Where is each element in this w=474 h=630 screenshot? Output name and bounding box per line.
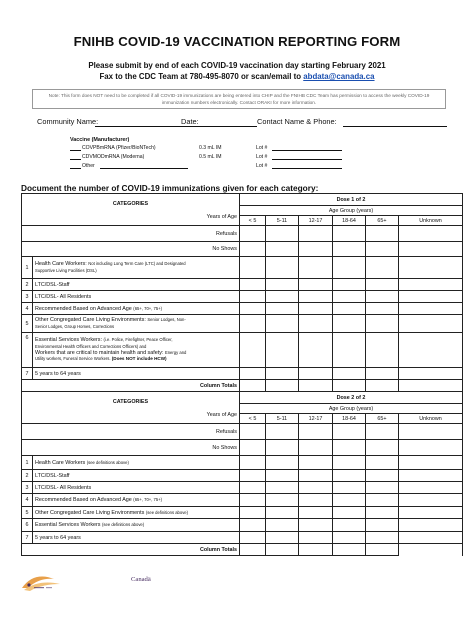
community-name-label: Community Name: (37, 117, 99, 126)
vaccine-name: COVPBmRNA (Pfizer/BioNTech) (82, 145, 156, 151)
age-col-under5: < 5 (240, 216, 266, 226)
row-number: 2 (22, 279, 33, 291)
age-col-18-64: 18-64 (333, 216, 366, 226)
category-label (33, 257, 240, 279)
data-cell[interactable] (240, 470, 266, 482)
row-number: 6 (22, 519, 33, 532)
data-cell[interactable] (399, 532, 463, 544)
row-number: 7 (22, 532, 33, 544)
row-number: 7 (22, 368, 33, 380)
row-number: 4 (22, 494, 33, 507)
total-cell[interactable] (333, 380, 366, 392)
data-cell[interactable] (366, 257, 399, 279)
total-cell[interactable] (266, 544, 299, 556)
category-name: Recommended Based on Advanced Age (35, 497, 134, 503)
category-label (33, 456, 240, 470)
category-name: Recommended Based on Advanced Age (35, 305, 134, 312)
other-vaccine-field[interactable] (100, 163, 188, 169)
data-cell[interactable] (333, 482, 366, 494)
data-cell[interactable] (399, 440, 463, 456)
data-cell[interactable] (266, 519, 299, 532)
age-group-header: Age Group (years) (240, 206, 463, 216)
category-name-2: Workers that are critical to maintain health and safety: (35, 350, 165, 356)
refusals-label: Refusals (22, 226, 240, 242)
category-name: Essential Services Workers (35, 522, 103, 528)
data-cell[interactable] (299, 315, 333, 333)
table-row (22, 257, 463, 279)
data-cell[interactable] (333, 470, 366, 482)
table-row (22, 456, 463, 470)
no-shows-row (22, 242, 463, 257)
data-cell[interactable] (366, 424, 399, 440)
form-title: FNIHB COVID-19 VACCINATION REPORTING FORM (73, 34, 401, 49)
data-cell[interactable] (240, 532, 266, 544)
data-cell[interactable] (299, 291, 333, 303)
data-cell[interactable] (299, 368, 333, 380)
age-col-65plus: 65+ (366, 216, 399, 226)
category-note-2: Senior Lodges, Group Homes, Corrections (35, 323, 115, 329)
data-cell[interactable] (240, 315, 266, 333)
data-cell[interactable] (299, 242, 333, 257)
lot-field[interactable] (272, 154, 342, 160)
community-name-field[interactable] (95, 126, 217, 127)
data-cell[interactable] (399, 368, 463, 380)
data-cell[interactable] (399, 291, 463, 303)
date-label: Date: (181, 117, 199, 126)
column-totals-label: Column Totals (22, 544, 240, 556)
data-cell[interactable] (399, 333, 463, 368)
data-cell[interactable] (399, 242, 463, 257)
total-cell[interactable] (266, 380, 299, 392)
data-cell[interactable] (266, 507, 299, 519)
category-name: LTC/DSL- All Residents (33, 291, 240, 303)
data-cell[interactable] (299, 440, 333, 456)
table-row (22, 291, 463, 303)
data-cell[interactable] (399, 424, 463, 440)
category-label (33, 519, 240, 532)
data-cell[interactable] (333, 333, 366, 368)
data-cell[interactable] (299, 279, 333, 291)
data-cell[interactable] (266, 315, 299, 333)
data-cell[interactable] (333, 494, 366, 507)
data-cell[interactable] (333, 507, 366, 519)
data-cell[interactable] (366, 470, 399, 482)
data-cell[interactable] (333, 424, 366, 440)
data-cell[interactable] (240, 257, 266, 279)
data-cell[interactable] (399, 482, 463, 494)
data-cell[interactable] (366, 507, 399, 519)
data-cell[interactable] (366, 279, 399, 291)
table-row (22, 303, 463, 315)
age-col-unknown: Unknown (399, 216, 463, 226)
row-number: 1 (22, 257, 33, 279)
category-name: Health Care Workers (35, 459, 87, 466)
total-cell[interactable] (240, 380, 266, 392)
category-name: Other Congregated Care Living Environments: (35, 317, 148, 324)
data-cell[interactable] (399, 519, 463, 532)
data-cell[interactable] (299, 257, 333, 279)
data-cell[interactable] (333, 291, 366, 303)
category-name: LTC/DSL- All Residents (33, 482, 240, 494)
row-number: 3 (22, 291, 33, 303)
refusals-row (22, 424, 463, 440)
category-name: Essential Services Workers: (35, 337, 104, 344)
category-name: 5 years to 64 years (33, 368, 240, 380)
vaccine-dose: 0.3 mL IM (199, 145, 222, 151)
data-cell[interactable] (299, 532, 333, 544)
data-cell[interactable] (366, 456, 399, 470)
data-cell[interactable] (299, 424, 333, 440)
dose1-title: Dose 1 of 2 (240, 194, 463, 206)
no-shows-row (22, 440, 463, 456)
data-cell[interactable] (240, 482, 266, 494)
age-col-unknown: Unknown (399, 414, 463, 424)
data-cell[interactable] (240, 494, 266, 507)
category-note: (i.e. Police, Firefighter, Peace Officer, (103, 337, 173, 343)
no-shows-label: No Shows (22, 440, 240, 456)
lot-label: Lot # (256, 163, 268, 169)
vaccine-row-pfizer (70, 145, 410, 153)
data-cell[interactable] (266, 470, 299, 482)
category-note-2: Supportive Living Facilities (DSL) (35, 267, 97, 273)
total-cell[interactable] (366, 544, 399, 556)
table-row (22, 507, 463, 519)
data-cell[interactable] (299, 226, 333, 242)
category-name: 5 years to 64 years (33, 532, 240, 544)
data-cell[interactable] (333, 226, 366, 242)
table-row (22, 519, 463, 532)
table-row (22, 368, 463, 380)
contact-label: Contact Name & Phone: (257, 117, 337, 126)
category-label (33, 507, 240, 519)
fax-instruction (0, 72, 474, 81)
total-cell[interactable] (299, 544, 333, 556)
data-cell[interactable] (333, 440, 366, 456)
lot-label: Lot # (256, 154, 268, 160)
data-cell[interactable] (266, 456, 299, 470)
category-note-4: Utility workers, Funeral Service Workers. (35, 356, 112, 362)
total-cell[interactable] (366, 380, 399, 392)
age-col-12-17: 12-17 (299, 216, 333, 226)
data-cell[interactable] (366, 242, 399, 257)
data-cell[interactable] (366, 291, 399, 303)
data-cell[interactable] (366, 440, 399, 456)
category-note: (see definitions above) (102, 522, 145, 527)
data-cell[interactable] (240, 368, 266, 380)
dose2-title: Dose 2 of 2 (240, 392, 463, 404)
categories-header: CATEGORIES Years of Age (22, 194, 240, 226)
dose2-table (21, 391, 463, 556)
category-note-bold: (Does NOT include HCW) (111, 356, 167, 362)
data-cell[interactable] (366, 226, 399, 242)
document-heading: Document the number of COVID-19 immunizations given for each category: (21, 183, 319, 193)
data-cell[interactable] (240, 291, 266, 303)
blank-cell (399, 380, 463, 392)
data-cell[interactable] (266, 242, 299, 257)
data-cell[interactable] (333, 257, 366, 279)
vaccine-name: Other (82, 163, 95, 169)
data-cell[interactable] (299, 333, 333, 368)
data-cell[interactable] (366, 519, 399, 532)
data-cell[interactable] (366, 368, 399, 380)
data-cell[interactable] (366, 482, 399, 494)
category-note: Senior Lodges, Non- (147, 317, 186, 323)
category-label (33, 494, 240, 507)
row-number: 1 (22, 456, 33, 470)
data-cell[interactable] (266, 303, 299, 315)
age-col-18-64: 18-64 (333, 414, 366, 424)
data-cell[interactable] (240, 519, 266, 532)
data-cell[interactable] (299, 456, 333, 470)
data-cell[interactable] (266, 291, 299, 303)
vaccine-heading: Vaccine (Manufacturer) (70, 137, 130, 143)
data-cell[interactable] (399, 315, 463, 333)
data-cell[interactable] (333, 456, 366, 470)
category-note: Not including Long Term Care (LTC) and Designated (88, 261, 186, 267)
category-label (33, 303, 240, 315)
data-cell[interactable] (399, 494, 463, 507)
categories-header: CATEGORIES Years of Age (22, 392, 240, 424)
data-cell[interactable] (333, 532, 366, 544)
category-note-3: Energy and (164, 350, 187, 355)
data-cell[interactable] (240, 303, 266, 315)
data-cell[interactable] (399, 226, 463, 242)
data-cell[interactable] (240, 507, 266, 519)
column-totals-row (22, 544, 463, 556)
row-number: 4 (22, 303, 33, 315)
contact-field[interactable] (343, 126, 447, 127)
data-cell[interactable] (366, 315, 399, 333)
data-cell[interactable] (240, 424, 266, 440)
data-cell[interactable] (366, 303, 399, 315)
vaccine-name: CDVMODmRNA (Moderna) (82, 154, 145, 160)
vaccine-dose: 0.5 mL IM (199, 154, 222, 160)
vaccine-check-field[interactable] (70, 163, 81, 169)
table-row (22, 532, 463, 544)
data-cell[interactable] (399, 257, 463, 279)
years-of-age-label: Years of Age (206, 411, 237, 418)
data-cell[interactable] (333, 519, 366, 532)
data-cell[interactable] (240, 456, 266, 470)
data-cell[interactable] (240, 333, 266, 368)
table-row (22, 333, 463, 368)
category-note: (see definitions above) (145, 509, 189, 515)
column-totals-label: Column Totals (22, 380, 240, 392)
form-note: Note: This form does NOT need to be completed if all COVID-19 immunizations are being entered into CHIP and the FNIHB CDC Team has permission to access the weekly COVID-19 immunization numbers electronically. Contact ORAKI for more information. (32, 89, 446, 109)
data-cell[interactable] (240, 242, 266, 257)
data-cell[interactable] (399, 456, 463, 470)
category-note: (65+, 70+, 75+) (133, 305, 163, 311)
category-name: LTC/DSL-Staff (33, 470, 240, 482)
total-cell[interactable] (240, 544, 266, 556)
category-name: Health Care Workers: (35, 261, 89, 268)
data-cell[interactable] (399, 279, 463, 291)
row-number: 5 (22, 315, 33, 333)
years-of-age-label: Years of Age (206, 213, 237, 220)
vaccine-row-moderna (70, 154, 410, 162)
dose1-table (21, 193, 463, 392)
table-row (22, 470, 463, 482)
data-cell[interactable] (266, 532, 299, 544)
data-cell[interactable] (366, 532, 399, 544)
table-row (22, 494, 463, 507)
data-cell[interactable] (266, 257, 299, 279)
submission-instruction: Please submit by end of each COVID-19 vaccination day starting February 2021 (88, 61, 386, 70)
category-name: Other Congregated Care Living Environments (35, 509, 146, 516)
data-cell[interactable] (266, 333, 299, 368)
blank-cell (399, 544, 463, 556)
data-cell[interactable] (266, 368, 299, 380)
canada-wordmark: Canadä (131, 576, 151, 583)
data-cell[interactable] (299, 494, 333, 507)
vaccine-check-field[interactable] (70, 154, 81, 160)
email-link[interactable]: abdata@canada.ca (303, 72, 375, 81)
data-cell[interactable] (333, 315, 366, 333)
data-cell[interactable] (299, 303, 333, 315)
data-cell[interactable] (333, 368, 366, 380)
data-cell[interactable] (299, 507, 333, 519)
data-cell[interactable] (299, 470, 333, 482)
data-cell[interactable] (366, 494, 399, 507)
table-row (22, 482, 463, 494)
column-totals-row (22, 380, 463, 392)
data-cell[interactable] (266, 424, 299, 440)
vaccine-row-other (70, 163, 410, 171)
age-col-65plus: 65+ (366, 414, 399, 424)
table-row (22, 279, 463, 291)
data-cell[interactable] (333, 303, 366, 315)
row-number: 2 (22, 470, 33, 482)
data-cell[interactable] (399, 303, 463, 315)
data-cell[interactable] (266, 440, 299, 456)
lot-field[interactable] (272, 163, 342, 169)
row-number: 6 (22, 333, 33, 368)
row-number: 3 (22, 482, 33, 494)
category-note: (see definitions above) (86, 459, 129, 465)
age-col-under5: < 5 (240, 414, 266, 424)
fax-instruction-text: Fax to the CDC Team at 780-495-8070 or scan/email to (99, 72, 304, 81)
category-note: (65+, 70+, 75+) (133, 497, 163, 502)
data-cell[interactable] (299, 519, 333, 532)
category-name: LTC/DSL-Staff (33, 279, 240, 291)
data-cell[interactable] (366, 333, 399, 368)
age-col-5-11: 5-11 (266, 414, 299, 424)
data-cell[interactable] (399, 507, 463, 519)
age-col-12-17: 12-17 (299, 414, 333, 424)
lot-label: Lot # (256, 145, 268, 151)
vaccine-check-field[interactable] (70, 145, 81, 151)
age-group-header: Age Group (years) (240, 404, 463, 414)
data-cell[interactable] (240, 440, 266, 456)
date-field[interactable] (201, 126, 257, 127)
no-shows-label: No Shows (22, 242, 240, 257)
lot-field[interactable] (272, 145, 342, 151)
category-label (33, 333, 240, 368)
refusals-row (22, 226, 463, 242)
data-cell[interactable] (333, 279, 366, 291)
data-cell[interactable] (266, 482, 299, 494)
data-cell[interactable] (333, 242, 366, 257)
category-label (33, 315, 240, 333)
first-nations-logo-icon (20, 570, 70, 592)
row-number: 5 (22, 507, 33, 519)
total-cell[interactable] (333, 544, 366, 556)
info-row (37, 117, 447, 127)
data-cell[interactable] (240, 279, 266, 291)
total-cell[interactable] (299, 380, 333, 392)
table-row (22, 315, 463, 333)
data-cell[interactable] (266, 226, 299, 242)
data-cell[interactable] (299, 482, 333, 494)
age-col-5-11: 5-11 (266, 216, 299, 226)
refusals-label: Refusals (22, 424, 240, 440)
category-note-2: Environmental Health Officers and Corrections Officers) and (35, 343, 147, 349)
data-cell[interactable] (266, 279, 299, 291)
data-cell[interactable] (399, 470, 463, 482)
data-cell[interactable] (266, 494, 299, 507)
data-cell[interactable] (240, 226, 266, 242)
